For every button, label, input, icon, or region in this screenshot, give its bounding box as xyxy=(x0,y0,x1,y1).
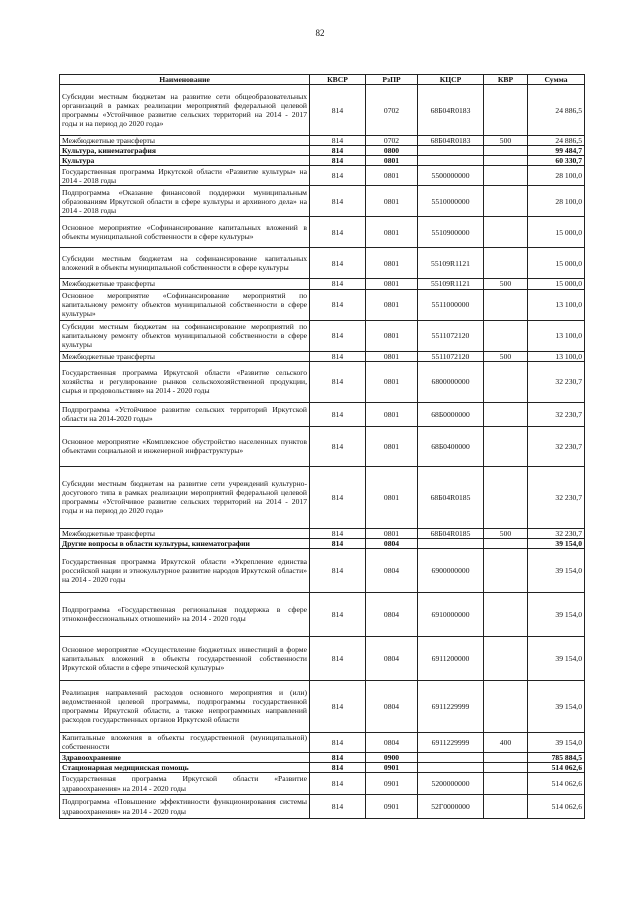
cell-kvsr: 814 xyxy=(310,636,366,680)
table-row xyxy=(60,289,585,320)
table-row xyxy=(60,136,585,146)
cell-sum: 28 100,0 xyxy=(528,186,585,217)
cell-sum: 39 154,0 xyxy=(528,732,585,752)
cell-sum: 60 330,7 xyxy=(528,156,585,166)
cell-rzpr: 0801 xyxy=(366,166,418,186)
cell-kvr xyxy=(484,426,528,466)
cell-name: Основное мероприятие «Софинансирование капитальных вложений в объекты муниципальной собственности в сфере культуры» xyxy=(60,217,310,248)
cell-name: Другие вопросы в области культуры, кинематографии xyxy=(60,538,310,548)
table-row xyxy=(60,320,585,351)
cell-rzpr: 0801 xyxy=(366,289,418,320)
cell-rzpr: 0804 xyxy=(366,636,418,680)
cell-rzpr: 0801 xyxy=(366,217,418,248)
cell-sum: 13 100,0 xyxy=(528,320,585,351)
header-kcsr: КЦСР xyxy=(418,75,484,85)
cell-sum: 514 062,6 xyxy=(528,762,585,772)
cell-sum: 785 884,5 xyxy=(528,752,585,762)
cell-kvr xyxy=(484,166,528,186)
cell-kcsr: 68Б04R0183 xyxy=(418,136,484,146)
cell-kvsr: 814 xyxy=(310,166,366,186)
cell-name: Межбюджетные трансферты xyxy=(60,351,310,361)
cell-kvsr: 814 xyxy=(310,85,366,136)
cell-kvsr: 814 xyxy=(310,426,366,466)
cell-kvr: 500 xyxy=(484,279,528,289)
cell-rzpr: 0801 xyxy=(366,466,418,528)
cell-rzpr: 0804 xyxy=(366,548,418,592)
cell-name: Здравоохранение xyxy=(60,752,310,762)
cell-kcsr: 5510900000 xyxy=(418,217,484,248)
cell-rzpr: 0801 xyxy=(366,361,418,402)
cell-rzpr: 0801 xyxy=(366,402,418,426)
cell-rzpr: 0702 xyxy=(366,136,418,146)
cell-kcsr: 6911229999 xyxy=(418,680,484,732)
cell-kcsr xyxy=(418,762,484,772)
cell-name: Субсидии местным бюджетам на софинансирование капитальных вложений в объекты муниципальной собственности в сфере культуры xyxy=(60,248,310,279)
cell-name: Государственная программа Иркутской области «Развитие здравоохранения» на 2014 - 2020 годы xyxy=(60,773,310,795)
cell-kcsr: 68Б04R0183 xyxy=(418,85,484,136)
table-row xyxy=(60,402,585,426)
cell-name: Субсидии местным бюджетам на софинансирование мероприятий по капитальному ремонту объектов муниципальной собственности в сфере культуры xyxy=(60,320,310,351)
cell-kcsr: 5510000000 xyxy=(418,186,484,217)
cell-kcsr xyxy=(418,538,484,548)
cell-rzpr: 0801 xyxy=(366,156,418,166)
header-name: Наименование xyxy=(60,75,310,85)
cell-kvr xyxy=(484,146,528,156)
cell-kcsr: 55109R1121 xyxy=(418,248,484,279)
cell-sum: 39 154,0 xyxy=(528,592,585,636)
cell-rzpr: 0801 xyxy=(366,528,418,538)
cell-kvr xyxy=(484,592,528,636)
cell-name: Капитальные вложения в объекты государственной (муниципальной) собственности xyxy=(60,732,310,752)
cell-kcsr xyxy=(418,156,484,166)
table-row xyxy=(60,795,585,819)
cell-kvr xyxy=(484,320,528,351)
table-row xyxy=(60,361,585,402)
cell-kvsr: 814 xyxy=(310,732,366,752)
cell-kcsr: 68Б04R0185 xyxy=(418,466,484,528)
cell-rzpr: 0900 xyxy=(366,752,418,762)
cell-name: Подпрограмма «Государственная региональная поддержка в сфере этноконфессиональных отношений» на 2014 - 2020 годы xyxy=(60,592,310,636)
cell-kvr xyxy=(484,752,528,762)
cell-kcsr xyxy=(418,146,484,156)
cell-name: Реализация направлений расходов основного мероприятия и (или) ведомственной целевой программы, подпрограммы государственной программы Иркутской области, а также непрограммных направлений расходов государственных органов Иркутской области xyxy=(60,680,310,732)
cell-rzpr: 0702 xyxy=(366,85,418,136)
table-row xyxy=(60,248,585,279)
cell-kcsr: 6900000000 xyxy=(418,548,484,592)
table-row xyxy=(60,773,585,795)
cell-kcsr: 6800000000 xyxy=(418,361,484,402)
page-number: 82 xyxy=(315,28,325,38)
cell-name: Межбюджетные трансферты xyxy=(60,279,310,289)
cell-kvsr: 814 xyxy=(310,752,366,762)
cell-sum: 39 154,0 xyxy=(528,636,585,680)
cell-name: Государственная программа Иркутской области «Развитие культуры» на 2014 - 2018 годы xyxy=(60,166,310,186)
cell-sum: 15 000,0 xyxy=(528,279,585,289)
cell-kcsr: 5200000000 xyxy=(418,773,484,795)
cell-sum: 39 154,0 xyxy=(528,548,585,592)
cell-sum: 32 230,7 xyxy=(528,426,585,466)
table-row xyxy=(60,217,585,248)
cell-rzpr: 0901 xyxy=(366,773,418,795)
table-row xyxy=(60,762,585,772)
cell-kvsr: 814 xyxy=(310,279,366,289)
cell-rzpr: 0800 xyxy=(366,146,418,156)
table-row xyxy=(60,592,585,636)
cell-kvr xyxy=(484,217,528,248)
cell-rzpr: 0801 xyxy=(366,320,418,351)
cell-sum: 15 000,0 xyxy=(528,248,585,279)
cell-kvr xyxy=(484,248,528,279)
cell-kvr xyxy=(484,361,528,402)
table-row xyxy=(60,548,585,592)
table-row xyxy=(60,186,585,217)
cell-name: Субсидии местным бюджетам на развитие сети учреждений культурно-досугового типа в рамках реализации мероприятий федеральной целевой программы «Устойчивое развитие сельских территорий на 2014 - 2017 годы и на период до 2020 года» xyxy=(60,466,310,528)
table-row xyxy=(60,426,585,466)
cell-name: Подпрограмма «Устойчивое развитие сельских территорий Иркутской области на 2014-2020 годы» xyxy=(60,402,310,426)
cell-kcsr: 5511072120 xyxy=(418,351,484,361)
header-rzpr: РзПР xyxy=(366,75,418,85)
cell-sum: 28 100,0 xyxy=(528,166,585,186)
table-row xyxy=(60,166,585,186)
cell-kvr xyxy=(484,289,528,320)
budget-table xyxy=(59,74,585,819)
cell-kvsr: 814 xyxy=(310,538,366,548)
cell-kcsr: 55109R1121 xyxy=(418,279,484,289)
cell-sum: 13 100,0 xyxy=(528,351,585,361)
table-body xyxy=(60,85,585,819)
cell-name: Основное мероприятие «Софинансирование мероприятий по капитальному ремонту объектов муниципальной собственности в сфере культуры» xyxy=(60,289,310,320)
table-row xyxy=(60,466,585,528)
table-header-row xyxy=(60,75,585,85)
cell-rzpr: 0801 xyxy=(366,351,418,361)
cell-kvsr: 814 xyxy=(310,773,366,795)
cell-kvsr: 814 xyxy=(310,592,366,636)
cell-kvr xyxy=(484,402,528,426)
cell-kvr xyxy=(484,538,528,548)
cell-rzpr: 0801 xyxy=(366,426,418,466)
cell-kcsr: 6910000000 xyxy=(418,592,484,636)
cell-sum: 39 154,0 xyxy=(528,680,585,732)
table-row xyxy=(60,146,585,156)
cell-sum: 24 886,5 xyxy=(528,136,585,146)
table-row xyxy=(60,636,585,680)
cell-kcsr: 5511000000 xyxy=(418,289,484,320)
cell-kvsr: 814 xyxy=(310,351,366,361)
cell-kvsr: 814 xyxy=(310,217,366,248)
cell-kvsr: 814 xyxy=(310,146,366,156)
cell-kvr: 400 xyxy=(484,732,528,752)
cell-name: Государственная программа Иркутской области «Укрепление единства российской нации и этнокультурное развитие народов Иркутской области» на 2014 - 2020 годы xyxy=(60,548,310,592)
table-row xyxy=(60,279,585,289)
cell-sum: 32 230,7 xyxy=(528,402,585,426)
table-row xyxy=(60,752,585,762)
header-kvr: КВР xyxy=(484,75,528,85)
cell-rzpr: 0801 xyxy=(366,279,418,289)
cell-rzpr: 0801 xyxy=(366,186,418,217)
cell-sum: 32 230,7 xyxy=(528,466,585,528)
header-sum: Сумма xyxy=(528,75,585,85)
table-row xyxy=(60,528,585,538)
cell-kcsr: 68Б04R0185 xyxy=(418,528,484,538)
cell-kvr xyxy=(484,773,528,795)
cell-kcsr: 5511072120 xyxy=(418,320,484,351)
cell-kvsr: 814 xyxy=(310,136,366,146)
cell-kvsr: 814 xyxy=(310,680,366,732)
cell-name: Межбюджетные трансферты xyxy=(60,136,310,146)
table-row xyxy=(60,732,585,752)
cell-name: Основное мероприятие «Комплексное обустройство населенных пунктов объектами социальной и инженерной инфраструктуры» xyxy=(60,426,310,466)
cell-rzpr: 0901 xyxy=(366,762,418,772)
table-row xyxy=(60,351,585,361)
cell-kvsr: 814 xyxy=(310,402,366,426)
cell-sum: 32 230,7 xyxy=(528,361,585,402)
cell-sum: 514 062,6 xyxy=(528,773,585,795)
cell-kvr: 500 xyxy=(484,351,528,361)
cell-kvsr: 814 xyxy=(310,795,366,819)
cell-kvsr: 814 xyxy=(310,466,366,528)
cell-kcsr: 68Б0400000 xyxy=(418,426,484,466)
cell-kvsr: 814 xyxy=(310,320,366,351)
cell-kcsr: 5500000000 xyxy=(418,166,484,186)
cell-kvr xyxy=(484,636,528,680)
cell-name: Основное мероприятие «Осуществление бюджетных инвестиций в форме капитальных вложений в объекты государственной собственности Иркутской области в сфере этнической культуры» xyxy=(60,636,310,680)
table-row xyxy=(60,85,585,136)
cell-kcsr xyxy=(418,752,484,762)
table-row xyxy=(60,538,585,548)
cell-sum: 514 062,6 xyxy=(528,795,585,819)
cell-kvr xyxy=(484,762,528,772)
cell-kvr xyxy=(484,795,528,819)
table-row xyxy=(60,156,585,166)
cell-kvsr: 814 xyxy=(310,156,366,166)
header-kvsr: КВСР xyxy=(310,75,366,85)
cell-rzpr: 0801 xyxy=(366,248,418,279)
cell-kcsr: 52Г0000000 xyxy=(418,795,484,819)
cell-sum: 32 230,7 xyxy=(528,528,585,538)
cell-sum: 15 000,0 xyxy=(528,217,585,248)
cell-kvr: 500 xyxy=(484,528,528,538)
cell-rzpr: 0804 xyxy=(366,592,418,636)
cell-name: Межбюджетные трансферты xyxy=(60,528,310,538)
cell-kvr xyxy=(484,548,528,592)
cell-kvr xyxy=(484,466,528,528)
cell-rzpr: 0804 xyxy=(366,732,418,752)
cell-sum: 13 100,0 xyxy=(528,289,585,320)
cell-kcsr: 6911200000 xyxy=(418,636,484,680)
cell-kcsr: 68Б0000000 xyxy=(418,402,484,426)
cell-rzpr: 0804 xyxy=(366,538,418,548)
cell-name: Подпрограмма «Повышение эффективности функционирования системы здравоохранения» на 2014 - 2020 годы xyxy=(60,795,310,819)
cell-kvr xyxy=(484,186,528,217)
table-row xyxy=(60,680,585,732)
cell-kvr xyxy=(484,680,528,732)
cell-rzpr: 0901 xyxy=(366,795,418,819)
cell-sum: 39 154,0 xyxy=(528,538,585,548)
cell-name: Подпрограмма «Оказание финансовой поддержки муниципальным образованиям Иркутской области в сфере культуры и архивного дела» на 2014 - 2018 годы xyxy=(60,186,310,217)
cell-kvr xyxy=(484,156,528,166)
cell-sum: 99 484,7 xyxy=(528,146,585,156)
cell-name: Культура xyxy=(60,156,310,166)
cell-name: Культура, кинематография xyxy=(60,146,310,156)
cell-kvsr: 814 xyxy=(310,361,366,402)
cell-kvsr: 814 xyxy=(310,248,366,279)
cell-name: Государственная программа Иркутской области «Развитие сельского хозяйства и регулирование рынков сельскохозяйственной продукции, сырья и продовольствия» на 2014 - 2020 годы xyxy=(60,361,310,402)
cell-kvsr: 814 xyxy=(310,548,366,592)
cell-name: Стационарная медицинская помощь xyxy=(60,762,310,772)
cell-rzpr: 0804 xyxy=(366,680,418,732)
cell-kcsr: 6911229999 xyxy=(418,732,484,752)
cell-kvsr: 814 xyxy=(310,186,366,217)
cell-kvr xyxy=(484,85,528,136)
cell-kvr: 500 xyxy=(484,136,528,146)
cell-kvsr: 814 xyxy=(310,289,366,320)
cell-sum: 24 886,5 xyxy=(528,85,585,136)
cell-kvsr: 814 xyxy=(310,528,366,538)
cell-kvsr: 814 xyxy=(310,762,366,772)
cell-name: Субсидии местным бюджетам на развитие сети общеобразовательных организаций в рамках реализации мероприятий федеральной целевой программы «Устойчивое развитие сельских территорий на 2014 - 2017 годы и на период до 2020 года» xyxy=(60,85,310,136)
